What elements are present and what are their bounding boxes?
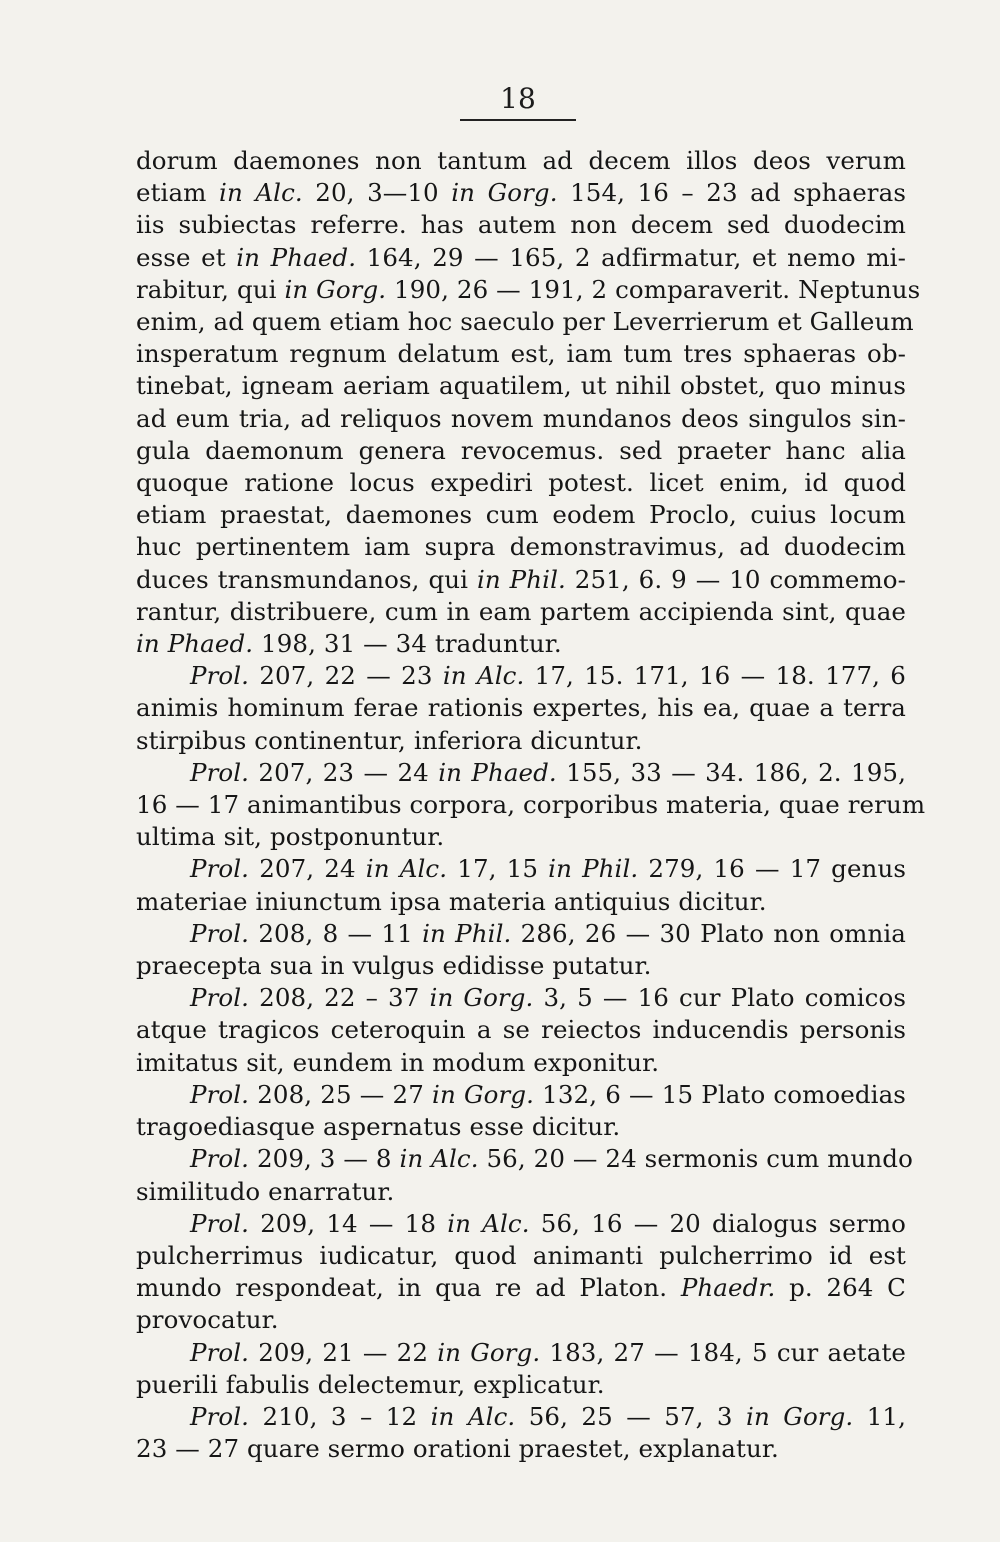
page-header bbox=[0, 82, 1000, 121]
text-line: Prol. 207, 23 — 24 in Phaed. 155, 33 — 34. 186, 2. 195, bbox=[190, 757, 906, 787]
text-line: iis subiectas referre. has autem non decem sed duodecim bbox=[136, 210, 906, 240]
text-line: provocatur. bbox=[136, 1305, 279, 1335]
text-line: praecepta sua in vulgus edidisse putatur. bbox=[136, 951, 652, 981]
text-line: Prol. 208, 25 — 27 in Gorg. 132, 6 — 15 Plato comoedias bbox=[190, 1079, 906, 1109]
text-line: gula daemonum genera revocemus. sed praeter hanc alia bbox=[136, 435, 906, 465]
text-line: Prol. 207, 22 — 23 in Alc. 17, 15. 171, 16 — 18. 177, 6 bbox=[190, 661, 906, 691]
page-number: 18 bbox=[460, 82, 576, 121]
text-line: ultima sit, postponuntur. bbox=[136, 822, 445, 852]
text-line: pulcherrimus iudicatur, quod animanti pulcherrimo id est bbox=[136, 1240, 906, 1270]
text-line: dorum daemones non tantum ad decem illos deos verum bbox=[136, 146, 906, 175]
text-line: quoque ratione locus expediri potest. licet enim, id quod bbox=[136, 468, 906, 498]
text-line: esse et in Phaed. 164, 29 — 165, 2 adfirmatur, et nemo mi- bbox=[136, 242, 906, 272]
text-line: rabitur, qui in Gorg. 190, 26 — 191, 2 comparaverit. Neptunus bbox=[136, 274, 921, 304]
text-line: in Phaed. 198, 31 — 34 traduntur. bbox=[136, 629, 562, 659]
text-line: tragoediasque aspernatus esse dicitur. bbox=[136, 1112, 621, 1142]
text-line: 16 — 17 animantibus corpora, corporibus materia, quae rerum bbox=[136, 790, 926, 820]
text-line: Prol. 210, 3 – 12 in Alc. 56, 25 — 57, 3 in Gorg. 11, bbox=[190, 1401, 906, 1431]
text-line: imitatus sit, eundem in modum exponitur. bbox=[136, 1047, 660, 1077]
text-line: ad eum tria, ad reliquos novem mundanos deos singulos sin- bbox=[136, 403, 906, 433]
text-line: duces transmundanos, qui in Phil. 251, 6. 9 — 10 commemo- bbox=[136, 564, 907, 594]
text-line: Prol. 209, 14 — 18 in Alc. 56, 16 — 20 dialogus sermo bbox=[190, 1208, 906, 1238]
text-line: huc pertinentem iam supra demonstravimus, ad duodecim bbox=[136, 532, 906, 562]
text-line: materiae iniunctum ipsa materia antiquius dicitur. bbox=[136, 886, 767, 916]
text-line: insperatum regnum delatum est, iam tum tres sphaeras ob- bbox=[136, 339, 906, 369]
text-line: 23 — 27 quare sermo orationi praestet, explanatur. bbox=[136, 1434, 779, 1464]
body-text bbox=[136, 145, 926, 1465]
text-line: stirpibus continentur, inferiora dicuntur. bbox=[136, 725, 643, 755]
text-line: similitudo enarratur. bbox=[136, 1176, 395, 1206]
text-line: mundo respondeat, in qua re ad Platon. Phaedr. p. 264 C bbox=[136, 1273, 906, 1303]
text-line: Prol. 207, 24 in Alc. 17, 15 in Phil. 279, 16 — 17 genus bbox=[190, 854, 906, 884]
text-line: animis hominum ferae rationis expertes, his ea, quae a terra bbox=[136, 693, 906, 723]
text-line: rantur, distribuere, cum in eam partem accipienda sint, quae bbox=[136, 596, 906, 626]
text-line: Prol. 208, 22 – 37 in Gorg. 3, 5 — 16 cur Plato comicos bbox=[190, 983, 906, 1013]
text-line: Prol. 208, 8 — 11 in Phil. 286, 26 — 30 Plato non omnia bbox=[190, 918, 906, 948]
text-line: puerili fabulis delectemur, explicatur. bbox=[136, 1369, 605, 1399]
text-line: etiam in Alc. 20, 3—10 in Gorg. 154, 16 – 23 ad sphaeras bbox=[136, 178, 906, 208]
text-line: Prol. 209, 3 — 8 in Alc. 56, 20 — 24 sermonis cum mundo bbox=[190, 1144, 913, 1174]
text-line: Prol. 209, 21 — 22 in Gorg. 183, 27 — 184, 5 cur aetate bbox=[190, 1337, 906, 1367]
text-line: atque tragicos ceteroquin a se reiectos inducendis personis bbox=[136, 1015, 906, 1045]
text-line: enim, ad quem etiam hoc saeculo per Leverrierum et Galleum bbox=[136, 307, 914, 337]
text-line: tinebat, igneam aeriam aquatilem, ut nihil obstet, quo minus bbox=[136, 371, 906, 401]
text-line: etiam praestat, daemones cum eodem Proclo, cuius locum bbox=[136, 500, 906, 530]
